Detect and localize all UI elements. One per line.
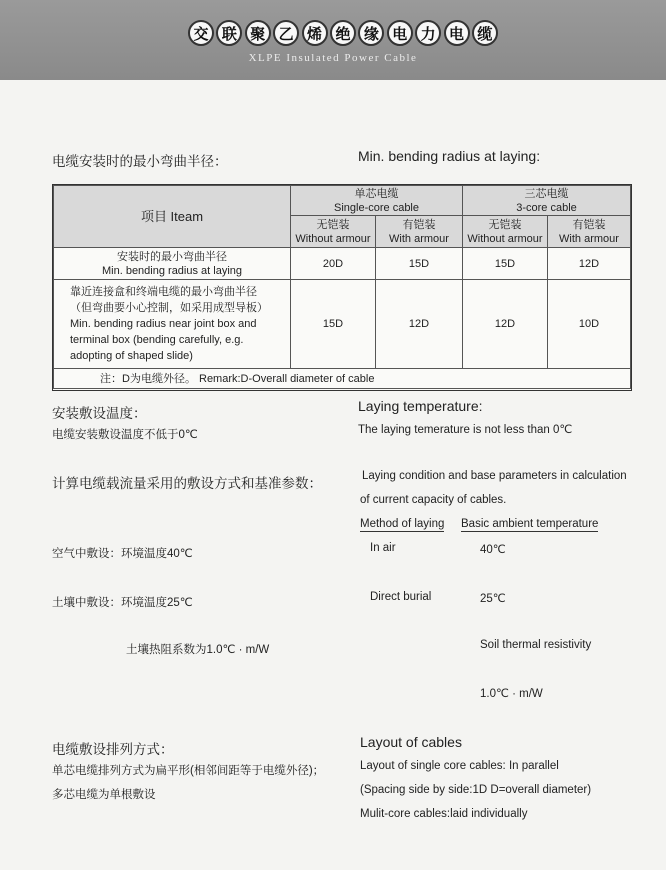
without-armour-header [463,216,548,248]
three-core-header [463,186,631,216]
title-char: 烯 [302,20,328,46]
with-armour-en: With armour [389,232,449,245]
column-header-basic-temp: Basic ambient temperature [461,518,599,530]
header-band [0,0,666,80]
table-note: 注：D为电缆外径。 Remark:D-Overall diameter of cable [54,369,631,389]
bending-heading-cn: 电缆安装时的最小弯曲半径： [52,154,228,169]
with-armour-cn: 有铠装 [572,218,606,231]
title-char: 联 [216,20,242,46]
direct-burial-text-en: Direct burial [370,591,432,603]
title-char: 乙 [273,20,299,46]
with-armour-en: With armour [559,232,619,245]
row-label [54,280,291,369]
without-armour-header [291,216,376,248]
in-air-temp: 40℃ [480,544,506,556]
layout-heading-en: Layout of cables [360,734,462,750]
laying-temp-text-cn: 电缆安装敷设温度不低于0℃ [52,429,198,441]
layout-heading-cn: 电缆敷设排列方式： [52,742,174,757]
title-char: 聚 [245,20,271,46]
row-label-cn: （但弯曲要小心控制，如采用成型导板） [70,302,268,314]
direct-burial-temp: 25℃ [480,593,506,605]
table-cell: 12D [376,280,463,369]
table-cell: 15D [463,248,548,280]
layout-text-cn: 单芯电缆排列方式为扁平形(相邻间距等于电缆外径)； [52,765,325,777]
with-armour-header [548,216,631,248]
single-core-cn: 单芯电缆 [354,187,399,200]
table-row [54,248,631,280]
table-row [54,369,631,389]
row-label-en: Min. bending radius near joint box and [70,318,257,330]
without-armour-en: Without armour [467,232,543,245]
table-cell: 20D [291,248,376,280]
page-title [188,20,498,50]
thermal-resistivity-en: Soil thermal resistivity [480,639,592,651]
column-header-method: Method of laying [360,518,445,530]
title-char: 力 [415,20,441,46]
in-air-text-en: In air [370,542,396,554]
row-label-cn: 靠近连接盒和终端电缆的最小弯曲半径 [70,286,257,298]
bending-radius-table [52,184,632,391]
table-row [54,280,631,369]
with-armour-cn: 有铠装 [402,218,436,231]
calc-intro-en: of current capacity of cables. [360,494,507,506]
three-core-en: 3-core cable [516,201,577,214]
direct-burial-text-cn: 土壤中敷设：环境温度25℃ [52,597,193,609]
bending-heading-en: Min. bending radius at laying: [358,148,541,164]
single-core-en: Single-core cable [334,201,419,214]
laying-temp-heading-en: Laying temperature: [358,398,483,414]
with-armour-header [376,216,463,248]
layout-text-en: Layout of single core cables: In parallel [360,760,559,772]
in-air-text-cn: 空气中敷设：环境温度40℃ [52,548,193,560]
title-char: 缆 [472,20,498,46]
table-cell: 15D [376,248,463,280]
thermal-resistivity-cn: 土壤热阻系数为1.0℃ · m/W [126,644,270,656]
page-subtitle: XLPE Insulated Power Cable [248,52,418,64]
table-cell: 12D [548,248,631,280]
calc-intro-en: Laying condition and base parameters in calculation [362,470,627,482]
title-char: 交 [188,20,214,46]
laying-temp-heading-cn: 安装敷设温度： [52,406,147,421]
calc-heading-cn: 计算电缆载流量采用的敷设方式和基准参数： [52,476,322,491]
title-char: 缘 [358,20,384,46]
without-armour-cn: 无铠装 [316,218,350,231]
laying-temp-text-en: The laying temerature is not less than 0℃ [358,424,573,436]
layout-text-en: (Spacing side by side:1D D=overall diameter) [360,784,592,796]
thermal-resistivity-value: 1.0℃ · m/W [480,688,543,700]
single-core-header [291,186,463,216]
title-char: 电 [387,20,413,46]
row-label-en: adopting of shaped slide) [70,350,193,362]
row-label [54,248,291,280]
layout-text-cn: 多芯电缆为单根敷设 [52,789,156,801]
table-cell: 15D [291,280,376,369]
without-armour-cn: 无铠装 [488,218,522,231]
without-armour-en: Without armour [295,232,371,245]
title-char: 绝 [330,20,356,46]
table-cell: 10D [548,280,631,369]
row-label-cn: 安装时的最小弯曲半径 [117,250,227,263]
row-label-en: Min. bending radius at laying [101,264,243,277]
table-cell: 12D [463,280,548,369]
title-char: 电 [444,20,470,46]
row-label-en: terminal box (bending carefully, e.g. [70,334,244,346]
item-header: 项目 Iteam [54,186,291,248]
three-core-cn: 三芯电缆 [524,187,569,200]
layout-text-en: Mulit-core cables:laid individually [360,808,528,820]
